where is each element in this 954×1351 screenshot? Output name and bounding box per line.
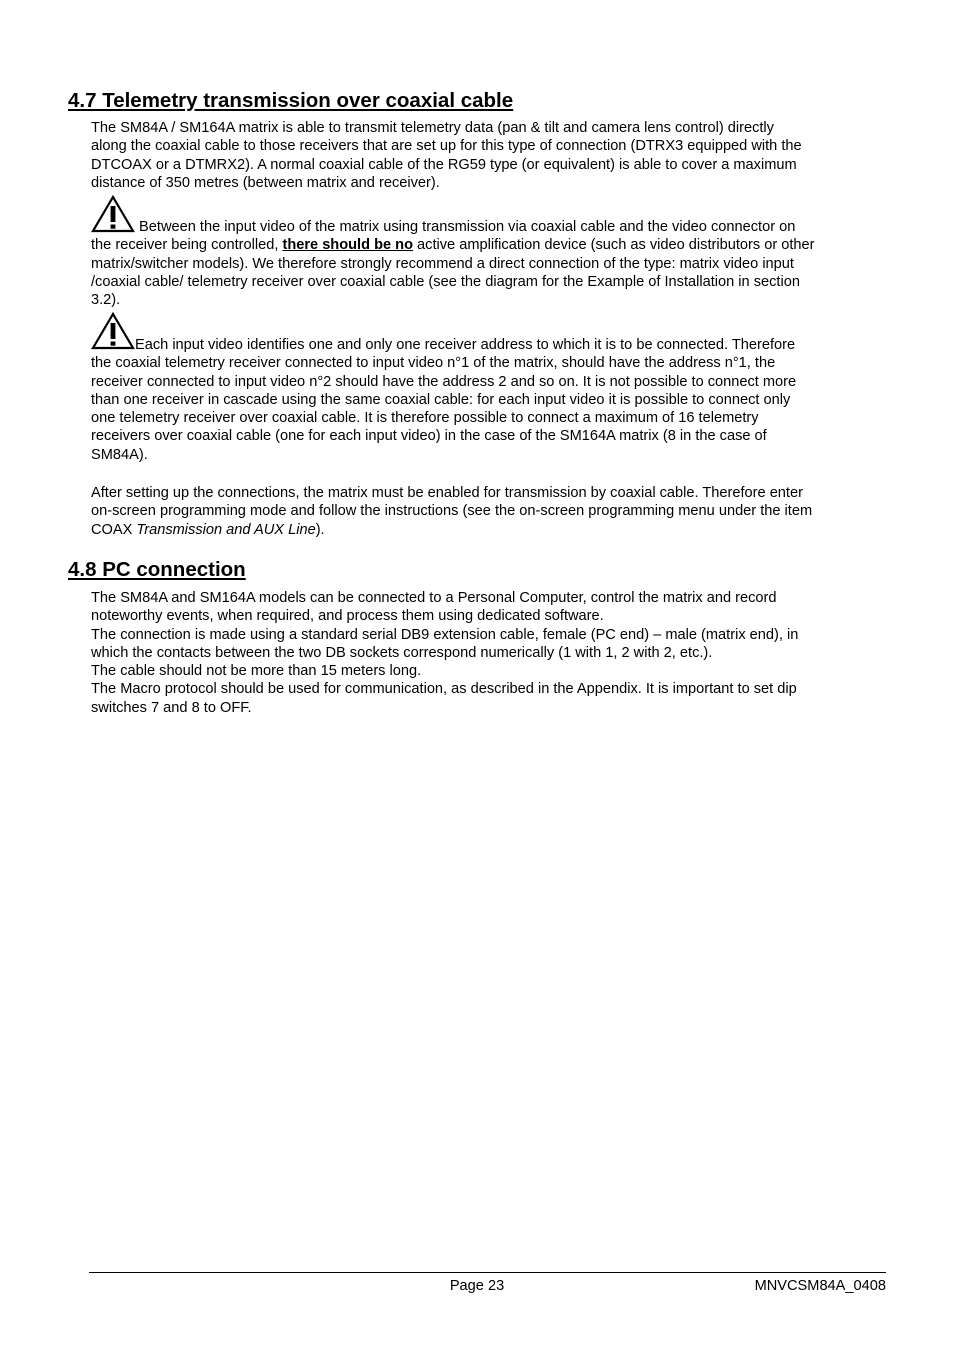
text-line: The connection is made using a standard serial DB9 extension cable, female (PC end) – male (matrix end), in <box>91 626 799 643</box>
text-line: receivers over coaxial cable (one for each input video) in the case of the SM164A matrix (8 in the case of <box>91 428 767 445</box>
text-line: matrix/switcher models). We therefore strongly recommend a direct connection of the type: matrix video input <box>91 255 794 272</box>
text-line: distance of 350 metres (between matrix and receiver). <box>91 174 440 191</box>
text-line: The cable should not be more than 15 meters long. <box>91 663 422 680</box>
text-fragment: the receiver being controlled, <box>91 237 283 254</box>
text-line: SM84A). <box>91 446 148 463</box>
document-code: MNVCSM84A_0408 <box>754 1278 886 1294</box>
text-line: DTCOAX or a DTMRX2). A normal coaxial cable of the RG59 type (or equivalent) is able to cover a maximum <box>91 156 797 173</box>
page-number: Page 23 <box>449 1278 505 1294</box>
text-line: The Macro protocol should be used for communication, as described in the Appendix. It is important to set dip <box>91 681 797 698</box>
text-line: than one receiver in cascade using the same coaxial cable: for each input video it is possible to connect only <box>91 391 791 408</box>
text-line: the coaxial telemetry receiver connected to input video n°1 of the matrix, should have the address n°1, the <box>91 355 776 372</box>
text-fragment: COAX <box>91 521 137 538</box>
text-line: receiver connected to input video n°2 should have the address 2 and so on. It is not possible to connect more <box>91 373 797 390</box>
text-line: along the coaxial cable to those receivers that are set up for this type of connection (DTRX3 equipped with the <box>91 138 802 155</box>
menu-item-reference: Transmission and AUX Line <box>136 521 316 538</box>
text-line: on-screen programming mode and follow the instructions (see the on-screen programming menu under the item <box>91 503 813 520</box>
text-line: Each input video identifies one and only one receiver address to which it is to be connected. Therefore <box>135 337 796 353</box>
paragraph-warning-address <box>91 336 891 464</box>
paragraph-pc-connection <box>91 589 891 717</box>
section-heading-4-7: 4.7 Telemetry transmission over coaxial cable <box>68 89 514 112</box>
text-line: After setting up the connections, the matrix must be enabled for transmission by coaxial cable. Therefore enter <box>91 485 803 501</box>
text-line: The SM84A / SM164A matrix is able to transmit telemetry data (pan & tilt and camera lens control) directly <box>91 120 774 136</box>
paragraph-telemetry-intro <box>91 119 891 192</box>
text-line: which the contacts between the two DB sockets correspond numerically (1 with 1, 2 with 2, etc.). <box>91 644 713 661</box>
text-line: 3.2). <box>91 292 121 309</box>
text-line: noteworthy events, when required, and process them using dedicated software. <box>91 608 604 625</box>
footer-divider <box>89 1272 886 1273</box>
text-fragment: ). <box>315 521 325 538</box>
text-fragment: active amplification device (such as video distributors or other <box>413 237 815 254</box>
text-line: switches 7 and 8 to OFF. <box>91 699 252 716</box>
text-line: Between the input video of the matrix using transmission via coaxial cable and the video connector on <box>135 219 796 235</box>
text-line: /coaxial cable/ telemetry receiver over coaxial cable (see the diagram for the Example of Installation in section <box>91 273 800 290</box>
paragraph-warning-amplification <box>91 218 891 309</box>
emphasis-text: there should be no <box>282 237 413 254</box>
text-line: one telemetry receiver over coaxial cable. It is therefore possible to connect a maximum of 16 telemetry <box>91 410 759 427</box>
paragraph-enable-transmission <box>91 484 891 539</box>
section-heading-4-8: 4.8 PC connection <box>68 558 246 581</box>
text-line: The SM84A and SM164A models can be connected to a Personal Computer, control the matrix and record <box>91 590 777 606</box>
